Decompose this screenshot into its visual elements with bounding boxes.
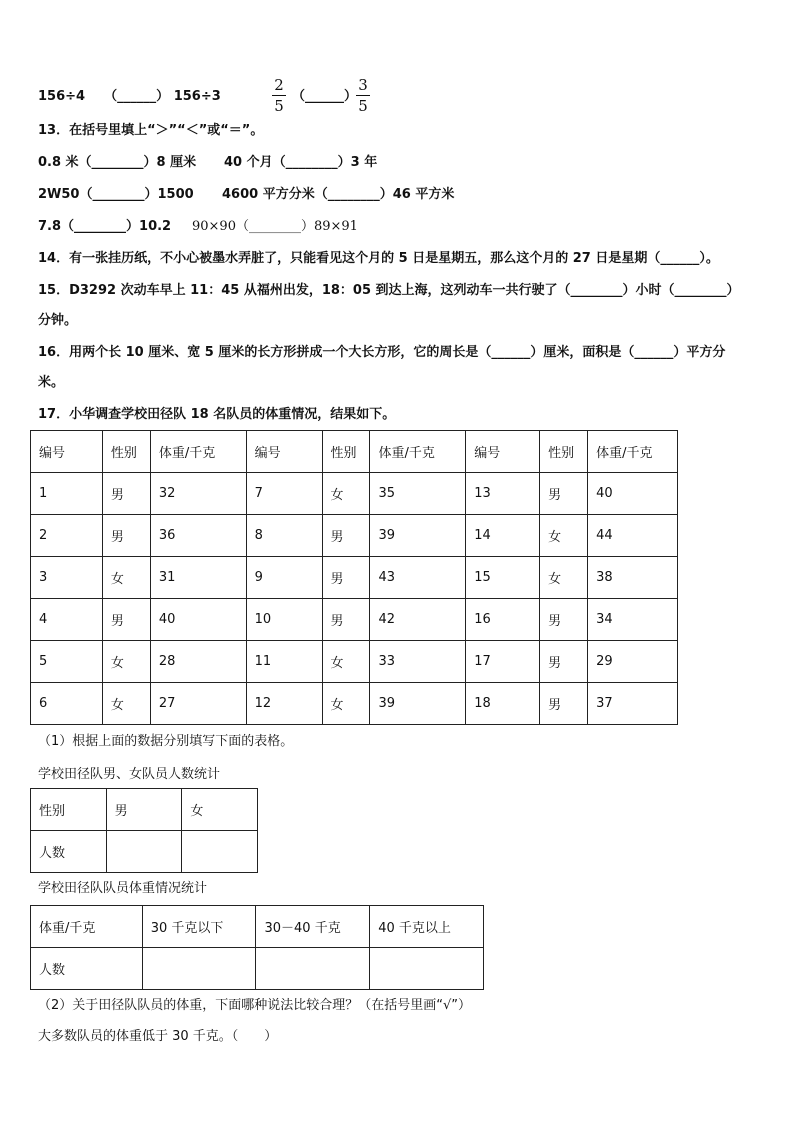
table-header-row bbox=[31, 906, 484, 948]
q13-row1-a[interactable]: 0.8 米（________）8 厘米 bbox=[38, 155, 197, 170]
table-cell: 13 bbox=[466, 473, 540, 515]
table-cell: 男 bbox=[322, 515, 370, 557]
header-cell: 编号 bbox=[31, 431, 103, 473]
answer-cell-male[interactable] bbox=[106, 831, 182, 873]
table-cell: 5 bbox=[31, 641, 103, 683]
table-cell: 42 bbox=[370, 599, 466, 641]
table-cell: 男 bbox=[322, 599, 370, 641]
table-row bbox=[31, 831, 258, 873]
table-cell: 34 bbox=[588, 599, 678, 641]
table-row bbox=[31, 557, 678, 599]
header-cell: 女 bbox=[182, 789, 258, 831]
table-cell: 7 bbox=[246, 473, 322, 515]
header-cell: 体重/千克 bbox=[588, 431, 678, 473]
table-header-row bbox=[31, 431, 678, 473]
table-cell: 女 bbox=[102, 557, 150, 599]
weight-data-table bbox=[30, 430, 678, 725]
table-cell: 36 bbox=[150, 515, 246, 557]
table3-title: 学校田径队队员体重情况统计 bbox=[38, 881, 208, 896]
table-row bbox=[31, 599, 678, 641]
header-cell: 体重/千克 bbox=[31, 906, 143, 948]
table-cell: 35 bbox=[370, 473, 466, 515]
table-cell: 女 bbox=[322, 473, 370, 515]
answer-cell-under-30[interactable] bbox=[142, 948, 256, 990]
table-cell: 男 bbox=[540, 473, 588, 515]
table-cell: 32 bbox=[150, 473, 246, 515]
table-cell: 男 bbox=[102, 599, 150, 641]
q15-line2: 分钟。 bbox=[38, 313, 78, 328]
answer-cell-30-40[interactable] bbox=[256, 948, 370, 990]
table-cell: 4 bbox=[31, 599, 103, 641]
table-cell: 9 bbox=[246, 557, 322, 599]
q17-part2: （2）关于田径队队员的体重，下面哪种说法比较合理？（在括号里画“√”） bbox=[38, 998, 472, 1013]
table-cell: 女 bbox=[102, 683, 150, 725]
table-cell: 17 bbox=[466, 641, 540, 683]
table-cell: 12 bbox=[246, 683, 322, 725]
q12-blank[interactable]: （______） bbox=[104, 89, 170, 104]
table-row bbox=[31, 515, 678, 557]
table-cell: 女 bbox=[102, 641, 150, 683]
header-cell: 性别 bbox=[322, 431, 370, 473]
header-cell: 编号 bbox=[466, 431, 540, 473]
q13-title: 13．在括号里填上“＞”“＜”或“＝”。 bbox=[38, 123, 264, 138]
table-cell: 31 bbox=[150, 557, 246, 599]
table-cell: 14 bbox=[466, 515, 540, 557]
table-row bbox=[31, 683, 678, 725]
q17-part1: （1）根据上面的数据分别填写下面的表格。 bbox=[38, 734, 294, 749]
q12-mid-blank[interactable]: （______） bbox=[292, 89, 358, 104]
table-cell: 44 bbox=[588, 515, 678, 557]
table-cell: 40 bbox=[150, 599, 246, 641]
table-cell: 39 bbox=[370, 683, 466, 725]
table-cell: 女 bbox=[540, 515, 588, 557]
q13-row2-b[interactable]: 4600 平方分米（________）46 平方米 bbox=[222, 187, 455, 202]
q12-row-left bbox=[38, 88, 221, 106]
q15-line1: 15．D3292 次动车早上 11：45 从福州出发，18：05 到达上海，这列动车一共行驶了（________）小时（________） bbox=[38, 283, 740, 298]
table-cell: 女 bbox=[540, 557, 588, 599]
table-cell: 女 bbox=[322, 683, 370, 725]
row-label-cell: 人数 bbox=[31, 831, 107, 873]
q12-expr-a: 156÷4 bbox=[38, 89, 86, 104]
header-cell: 30－40 千克 bbox=[256, 906, 370, 948]
table2-title: 学校田径队男、女队员人数统计 bbox=[38, 767, 221, 782]
q13-row2-a[interactable]: 2W50（________）1500 bbox=[38, 187, 194, 202]
answer-cell-over-40[interactable] bbox=[370, 948, 484, 990]
table-cell: 39 bbox=[370, 515, 466, 557]
table-row bbox=[31, 641, 678, 683]
header-cell: 体重/千克 bbox=[370, 431, 466, 473]
q16-line2: 米。 bbox=[38, 375, 65, 390]
table-cell: 28 bbox=[150, 641, 246, 683]
q12-fraction-left bbox=[272, 76, 286, 115]
q13-row3-a[interactable]: 7.8（________）10.2 bbox=[38, 219, 172, 234]
fraction-numerator: 3 bbox=[358, 76, 368, 94]
header-cell: 体重/千克 bbox=[150, 431, 246, 473]
table-row bbox=[31, 473, 678, 515]
fraction-numerator: 2 bbox=[274, 76, 284, 94]
fraction-denominator: 5 bbox=[358, 97, 368, 115]
header-cell: 性别 bbox=[540, 431, 588, 473]
table-cell: 男 bbox=[102, 515, 150, 557]
table-cell: 2 bbox=[31, 515, 103, 557]
table-cell: 男 bbox=[102, 473, 150, 515]
q13-row1-b[interactable]: 40 个月（________）3 年 bbox=[224, 155, 378, 170]
header-cell: 性别 bbox=[31, 789, 107, 831]
answer-cell-female[interactable] bbox=[182, 831, 258, 873]
table-cell: 37 bbox=[588, 683, 678, 725]
table-cell: 18 bbox=[466, 683, 540, 725]
table-header-row bbox=[31, 789, 258, 831]
table-cell: 38 bbox=[588, 557, 678, 599]
q14-text: 14．有一张挂历纸，不小心被墨水弄脏了，只能看见这个月的 5 日是星期五，那么这个月的 27 日是星期（______）。 bbox=[38, 251, 719, 266]
q17-statement[interactable]: 大多数队员的体重低于 30 千克。（ ） bbox=[38, 1029, 278, 1044]
header-cell: 性别 bbox=[102, 431, 150, 473]
table-cell: 11 bbox=[246, 641, 322, 683]
table-cell: 3 bbox=[31, 557, 103, 599]
table-row bbox=[31, 948, 484, 990]
header-cell: 30 千克以下 bbox=[142, 906, 256, 948]
header-cell: 男 bbox=[106, 789, 182, 831]
table-cell: 16 bbox=[466, 599, 540, 641]
header-cell: 编号 bbox=[246, 431, 322, 473]
q17-title: 17．小华调查学校田径队 18 名队员的体重情况，结果如下。 bbox=[38, 407, 396, 422]
table-cell: 男 bbox=[540, 599, 588, 641]
table-cell: 男 bbox=[540, 683, 588, 725]
table-cell: 33 bbox=[370, 641, 466, 683]
fraction-denominator: 5 bbox=[274, 97, 284, 115]
table-cell: 女 bbox=[322, 641, 370, 683]
table-cell: 15 bbox=[466, 557, 540, 599]
table-cell: 男 bbox=[540, 641, 588, 683]
table-cell: 男 bbox=[322, 557, 370, 599]
q16-line1: 16．用两个长 10 厘米、宽 5 厘米的长方形拼成一个大长方形，它的周长是（______）厘米，面积是（______）平方分 bbox=[38, 345, 726, 360]
table-cell: 40 bbox=[588, 473, 678, 515]
table-cell: 6 bbox=[31, 683, 103, 725]
gender-count-table bbox=[30, 788, 258, 873]
table-cell: 29 bbox=[588, 641, 678, 683]
table-cell: 1 bbox=[31, 473, 103, 515]
table-cell: 43 bbox=[370, 557, 466, 599]
q13-row3-b[interactable]: 90×90（________）89×91 bbox=[192, 219, 358, 234]
q12-expr-b: 156÷3 bbox=[173, 89, 221, 104]
table-cell: 8 bbox=[246, 515, 322, 557]
table-cell: 10 bbox=[246, 599, 322, 641]
q12-fraction-right bbox=[356, 76, 370, 115]
row-label-cell: 人数 bbox=[31, 948, 143, 990]
table-cell: 27 bbox=[150, 683, 246, 725]
header-cell: 40 千克以上 bbox=[370, 906, 484, 948]
weight-range-table bbox=[30, 905, 484, 990]
